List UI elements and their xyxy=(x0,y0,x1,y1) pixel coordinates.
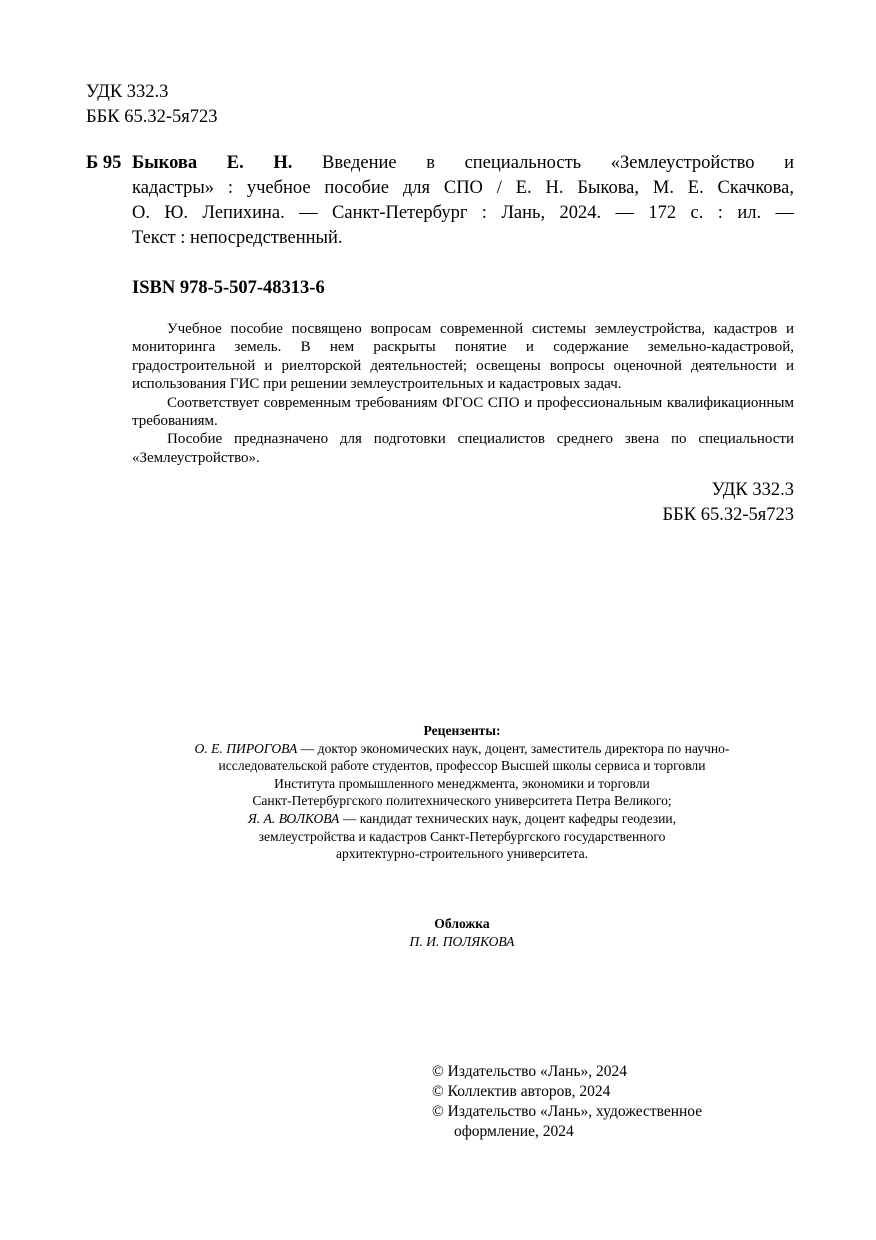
isbn: ISBN 978-5-507-48313-6 xyxy=(132,278,325,298)
cover-heading: Обложка xyxy=(434,916,490,931)
copyright-block xyxy=(432,1062,702,1142)
author-sign: Б 95 xyxy=(86,153,122,173)
bbk-code-bottom: ББК 65.32-5я723 xyxy=(662,505,794,525)
reviewer-2-desc: — кандидат технических наук, доцент кафедры геодезии, xyxy=(339,810,677,826)
reviewer-1-line-3: Института промышленного менеджмента, экономики и торговли xyxy=(274,775,650,791)
entry-line-4: Текст : непосредственный. xyxy=(132,228,343,248)
reviewers-heading: Рецензенты: xyxy=(423,723,501,738)
udk-code: УДК 332.3 xyxy=(86,82,169,102)
reviewer-1-desc: — доктор экономических наук, доцент, заместитель директора по научно- xyxy=(297,740,730,756)
entry-line-1 xyxy=(132,151,794,176)
reviewer-2-line-2: землеустройства и кадастров Санкт-Петербургского государственного xyxy=(258,828,666,844)
copyright-line-1: © Издательство «Лань», 2024 xyxy=(432,1063,628,1080)
abstract-paragraph-1: Учебное пособие посвящено вопросам современной системы землеустройства, кадастров и мониторинга земель. В нем раскрыты понятие и содержание земельно-кадастровой, градостроительной и риелторской деятельностей; освещены вопросы оценочной деятельности и использования ГИС при решении землеустроительных и кадастровых задач. xyxy=(132,321,794,393)
reviewer-2-line-1 xyxy=(130,810,794,828)
abstract xyxy=(132,320,794,467)
reviewer-2-line-3: архитектурно-строительного университета. xyxy=(335,846,589,862)
reviewer-1-line-1 xyxy=(130,740,794,758)
copyright-line-4: оформление, 2024 xyxy=(454,1123,574,1140)
classification-bottom xyxy=(662,478,794,528)
author-name: Быкова Е. Н. xyxy=(132,153,293,173)
abstract-paragraph-3: Пособие предназначено для подготовки специалистов среднего звена по специальности «Землеустройство». xyxy=(132,431,794,466)
bibliographic-description xyxy=(132,151,794,251)
reviewer-1-line-4: Санкт-Петербургского политехнического университета Петра Великого; xyxy=(252,793,672,809)
entry-line-3: О. Ю. Лепихина. — Санкт-Петербург : Лань, 2024. — 172 с. : ил. — xyxy=(132,203,794,223)
title-start: Введение в специальность «Землеустройство и xyxy=(292,153,794,173)
bbk-code: ББК 65.32-5я723 xyxy=(86,107,218,127)
reviewer-2-name: Я. А. ВОЛКОВА xyxy=(247,810,340,826)
copyright-line-3: © Издательство «Лань», художественное xyxy=(432,1103,703,1120)
reviewer-1-line-2: исследовательской работе студентов, профессор Высшей школы сервиса и торговли xyxy=(218,758,706,774)
entry-line-2: кадастры» : учебное пособие для СПО / Е. Н. Быкова, М. Е. Скачкова, xyxy=(132,178,794,198)
copyright-line-2: © Коллектив авторов, 2024 xyxy=(432,1083,611,1100)
reviewer-1-name: О. Е. ПИРОГОВА xyxy=(194,740,298,756)
reviewers-block xyxy=(130,722,794,863)
abstract-paragraph-2: Соответствует современным требованиям ФГОС СПО и профессиональным квалификационным требованиям. xyxy=(132,394,794,430)
udk-code-bottom: УДК 332.3 xyxy=(711,480,794,500)
cover-designer: П. И. ПОЛЯКОВА xyxy=(409,933,515,949)
classification-top xyxy=(86,80,218,130)
cover-credit xyxy=(130,915,794,950)
